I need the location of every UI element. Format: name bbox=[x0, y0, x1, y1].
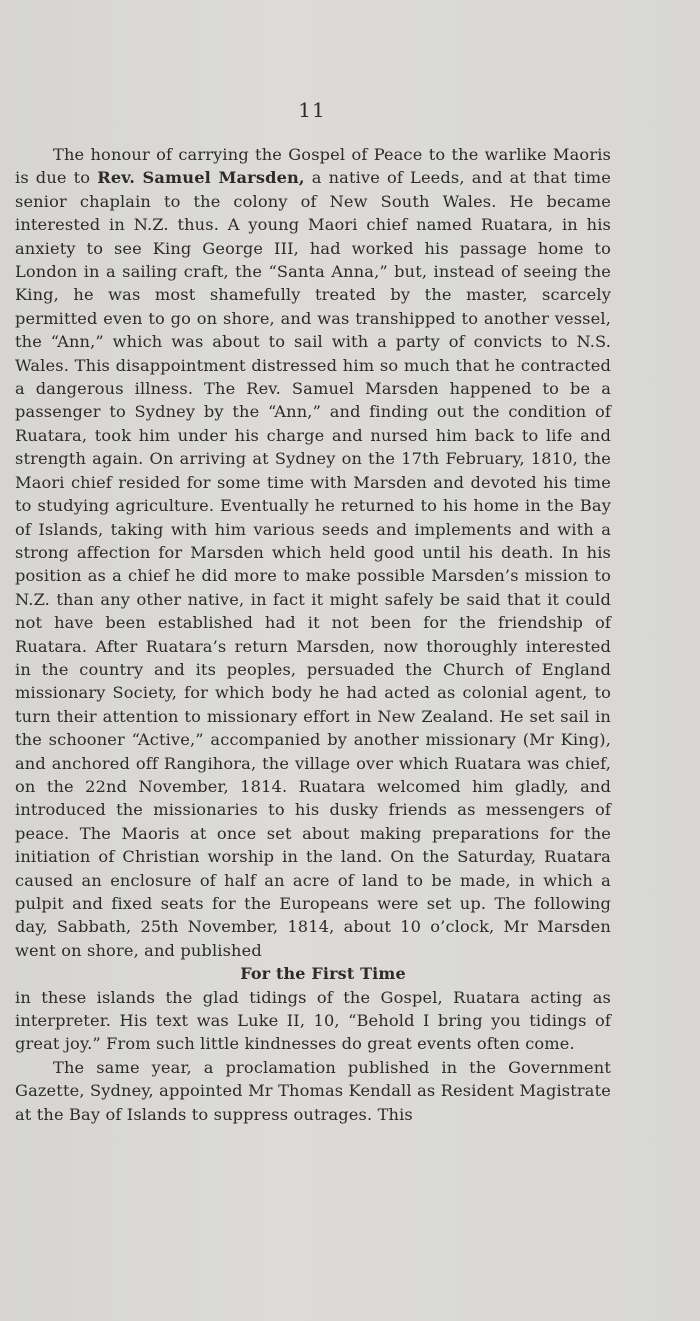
paragraph-text-start: The honour of carrying the Gospel of Peace to the warlike Maoris is due to bbox=[15, 145, 611, 188]
section-heading: For the First Time bbox=[240, 964, 406, 984]
paragraph-text-rest: a native of Leeds, and at that time senior chaplain to the colony of New South Wales. He became interested in N.Z. thus. A young Maori chief named Ruatara, in his anxiety to see King George III, had worked his passage home to London in a sailing craft, the “Santa Anna,” but, instead of seeing the King, he was most shamefully treated by the master, scarcely permitted even to go on shore, and was transhipped to another vessel, the “Ann,” which was about to sail with a party of convicts to N.S. Wales. This disappointment distressed him so much that he contracted a dangerous illness. The Rev. Samuel Marsden happened to be a passenger to Sydney by the “Ann,” and finding out the condition of Ruatara, took him under his charge and nursed him back to life and strength again. On arriving at Sydney on the 17th February, 1810, the Maori chief resided for some time with Marsden and devoted his time to studying agriculture. Eventually he returned to his home in the Bay of Islands, taking with him various seeds and implements and with a strong affection for Marsden which held good until his death. In his position as a chief he did more to make possible Marsden’s mission to N.Z. than any other native, in fact it might safely be said that it could not have been established had it not been for the friendship of Ruatara. After Ruatara’s return Marsden, now thoroughly interested in the country and its peoples, persuaded the Church of England missionary Society, for which body he had acted as colonial agent, to turn their attention to missionary effort in New Zealand. He set sail in the schooner “Active,” accompanied by another missionary (Mr King), and anchored off Rangihora, the village over which Ruatara was chief, on the 22nd November, 1814. Ruatara welcomed him gladly, and introduced the missionaries to his dusky friends as messengers of peace. The Maoris at once set about making preparations for the initiation of Christian worship in the land. On the Saturday, Ruatara caused an enclosure of half an acre of land to be made, in which a pulpit and fixed seats for the Europeans were set up. The following day, Sabbath, 25th November, 1814, about 10 o’clock, Mr Marsden went on shore, and published bbox=[15, 168, 612, 960]
person-name-bold: Rev. Samuel Marsden, bbox=[97, 168, 305, 188]
paragraph-proclamation: The same year, a proclamation published in the Government Gazette, Sydney, appointed Mr Thomas Kendall as Resident Magistrate at the Bay of Islands to suppress outrages. This bbox=[15, 1057, 611, 1124]
page-number: 11 bbox=[298, 98, 326, 122]
body-text bbox=[15, 143, 611, 1126]
paragraph-continuation: in these islands the glad tidings of the Gospel, Ruatara acting as interpreter. His text was Luke II, 10, “Behold I bring you tidings of great joy.” From such little kindnesses do great events often come. bbox=[15, 987, 611, 1054]
paragraph-marsden bbox=[15, 143, 611, 962]
